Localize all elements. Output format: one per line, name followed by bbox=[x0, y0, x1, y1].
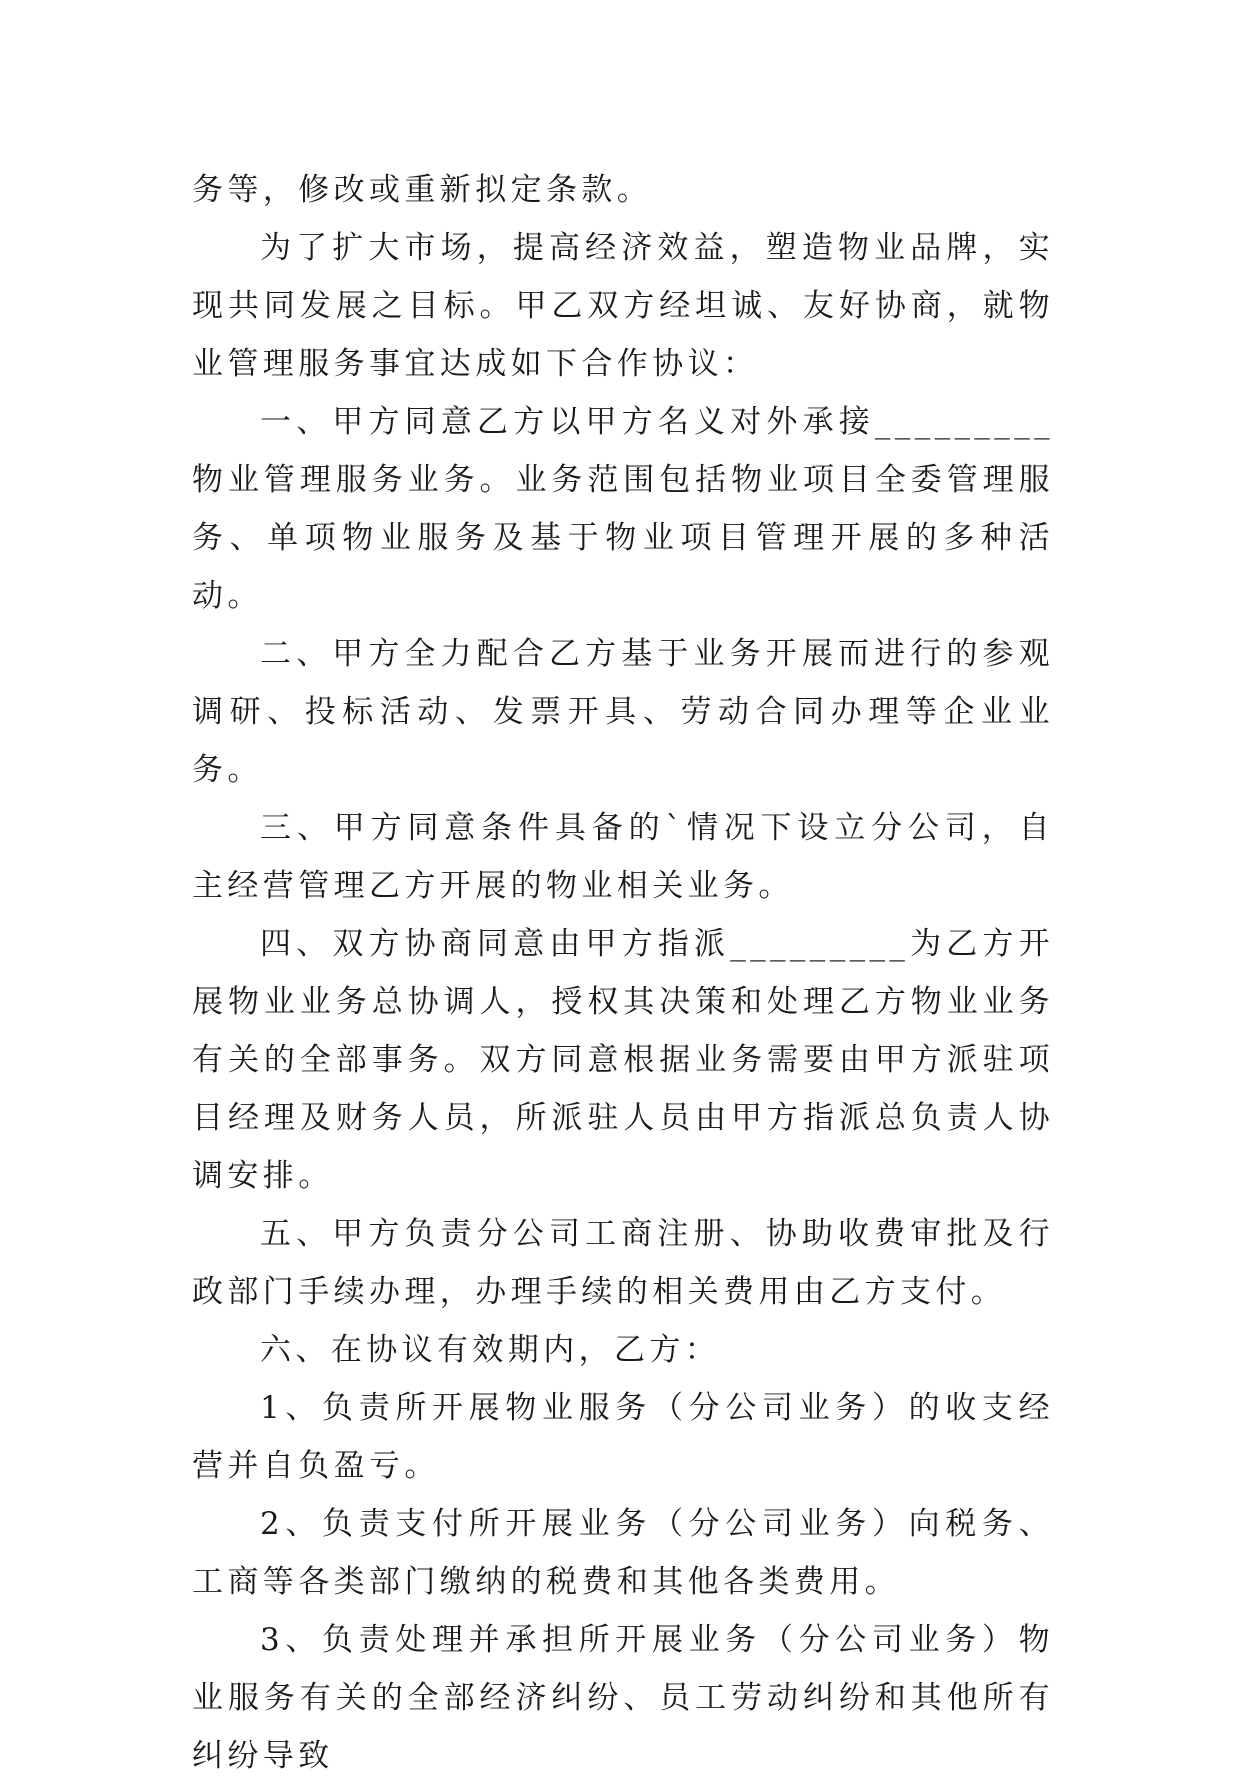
paragraph-item-1: 1、负责所开展物业服务（分公司业务）的收支经营并自负盈亏。 bbox=[192, 1390, 1054, 1484]
paragraph-item-2: 2、负责支付所开展业务（分公司业务）向税务、工商等各类部门缴纳的税费和其他各类费用。 bbox=[192, 1506, 1054, 1600]
paragraph-preamble: 为了扩大市场，提高经济效益，塑造物业品牌，实现共同发展之目标。甲乙双方经坦诚、友好协商，就物业管理服务事宜达成如下合作协议： bbox=[192, 230, 1054, 382]
paragraph-clause-4: 四、双方协商同意由甲方指派_________为乙方开展物业业务总协调人，授权其决策和处理乙方物业业务有关的全部事务。双方同意根据业务需要由甲方派驻项目经理及财务人员，所派驻人员由甲方指派总负责人协调安排。 bbox=[192, 926, 1054, 1194]
paragraph-clause-2: 二、甲方全力配合乙方基于业务开展而进行的参观调研、投标活动、发票开具、劳动合同办理等企业业务。 bbox=[192, 636, 1054, 788]
paragraph-clause-1: 一、甲方同意乙方以甲方名义对外承接_________物业管理服务业务。业务范围包括物业项目全委管理服务、单项物业服务及基于物业项目管理开展的多种活动。 bbox=[192, 404, 1054, 614]
document-body bbox=[192, 161, 1054, 1785]
paragraph-clause-5: 五、甲方负责分公司工商注册、协助收费审批及行政部门手续办理，办理手续的相关费用由乙方支付。 bbox=[192, 1216, 1054, 1310]
paragraph-item-3: 3、负责处理并承担所开展业务（分公司业务）物业服务有关的全部经济纠纷、员工劳动纠纷和其他所有纠纷导致 bbox=[192, 1622, 1054, 1774]
paragraph-clause-6: 六、在协议有效期内，乙方： bbox=[260, 1332, 721, 1368]
paragraph-continuation: 务等，修改或重新拟定条款。 bbox=[192, 172, 653, 208]
paragraph-clause-3: 三、甲方同意条件具备的`情况下设立分公司，自主经营管理乙方开展的物业相关业务。 bbox=[192, 810, 1054, 904]
